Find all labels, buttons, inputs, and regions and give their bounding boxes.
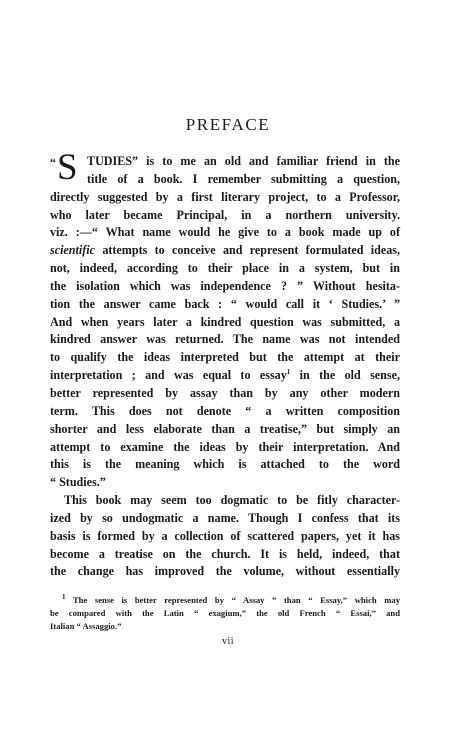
footnote-line: be compared with the Latin “ exagium,” the old French “ Essai,” and [50, 607, 400, 618]
opening-quote: “ [50, 155, 56, 169]
text-line: this is the meaning which is attached to the word [50, 457, 400, 472]
text-line [50, 367, 400, 385]
text-line: viz. :—“ What name would he give to a book made up of [50, 225, 400, 240]
text-line: “ Studies.” [50, 475, 106, 490]
text-line: TUDIES” is to me an old and familiar friend in the [87, 154, 400, 168]
preface-body [50, 147, 400, 581]
text-line: attempt to examine the ideas by their interpretation. And [50, 439, 400, 454]
text-fragment: attempts to conceive and represent formulated ideas, [102, 243, 400, 258]
footnote-text: The sense is better represented by “ Assay ” than “ Essay,” which may [72, 595, 400, 605]
text-line: shorter and less elaborate than a treatise,” but simply an [50, 421, 400, 436]
text-line: become a treatise on the church. It is held, indeed, that [50, 546, 400, 561]
footnote-marker: 1 [62, 593, 66, 602]
drop-cap: S [57, 147, 78, 188]
footnote-ref: 1 [286, 368, 291, 377]
footnote [50, 594, 400, 632]
text-line: the change has improved the volume, without essentially [50, 564, 400, 579]
text-fragment: in the old sense, [290, 368, 400, 383]
opening-paragraph [50, 147, 400, 189]
text-line: better represented by assay than by any other modern [50, 385, 400, 400]
page-number: vii [221, 636, 235, 647]
text-line: title of a book. I remember submitting a question, [87, 171, 400, 186]
text-line: And when years later a kindred question was submitted, a [50, 314, 400, 329]
text-fragment: interpretation ; and was equal to essay [50, 368, 287, 383]
text-line: who later became Principal, in a northern university. [50, 207, 400, 222]
text-line: kindred answer was returned. The name was not intended [50, 332, 400, 347]
text-line: basis is formed by a collection of scattered papers, yet it has [50, 528, 400, 543]
text-line: tion the answer came back : “ would call it ‘ Studies.’ ” [50, 296, 400, 311]
text-line: to qualify the ideas interpreted but the attempt at their [50, 350, 400, 365]
page-title: PREFACE [185, 115, 271, 134]
text-line: This book may seem too dogmatic to be fitly character- [64, 493, 400, 508]
text-line: directly suggested by a first literary project, to a Professor, [50, 189, 400, 204]
text-line: the isolation which was independence ? ” Without hesita- [50, 278, 400, 293]
italic-word: scientific [50, 243, 96, 258]
text-line: term. This does not denote “ a written composition [50, 403, 400, 418]
text-line: ized by so undogmatic a name. Though I confess that its [50, 510, 400, 525]
footnote-line: Italian “ Assaggio.” [50, 620, 122, 631]
text-line [50, 242, 400, 260]
text-line: not, indeed, according to their place in a system, but in [50, 261, 400, 276]
footnote-line [50, 594, 400, 607]
